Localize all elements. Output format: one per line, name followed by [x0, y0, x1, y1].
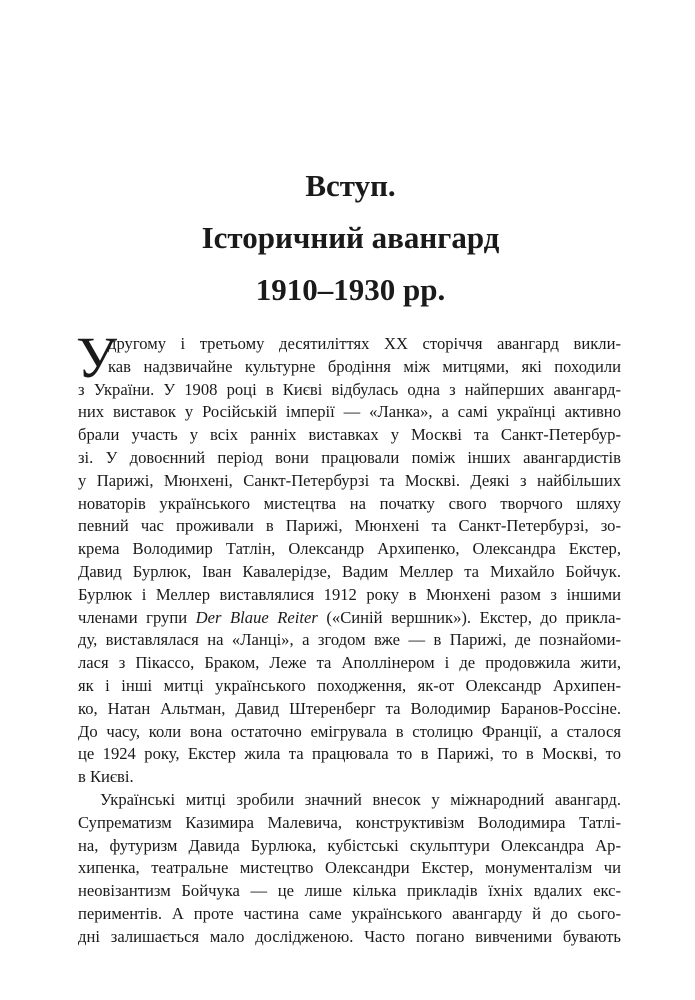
text-line: зі. У довоєнний період вони працювали поміж інших авангардистів [78, 447, 621, 467]
text-line: ду, виставлялася на «Ланці», а згодом вже — в Парижі, де познайоми- [78, 630, 621, 650]
chapter-title-line: 1910–1930 рр. [255, 272, 446, 307]
text-line: в Києві. [78, 767, 134, 787]
text-line: на, футуризм Давида Бурлюка, кубістські скульптури Олександра Ар- [78, 835, 621, 855]
text-line: крема Володимир Татлін, Олександр Архипенко, Олександра Екстер, [78, 539, 621, 559]
text-line: хипенка, театральне мистецтво Олександри Екстер, монументалізм чи [78, 858, 621, 878]
chapter-title [0, 160, 695, 316]
text-line: кав надзвичайне культурне бродіння між митцями, які походили [108, 356, 621, 376]
text-line: у Парижі, Мюнхені, Санкт-Петербурзі та Москві. Деякі з найбільших [78, 470, 621, 490]
text-line: з України. У 1908 році в Києві відбулась одна з найперших авангард- [78, 379, 621, 399]
text-line: як і інші митці українського походження, як-от Олександр Архипен- [78, 675, 621, 695]
chapter-title-line: Вступ. [305, 168, 396, 203]
text-line: Супрематизм Казимира Малевича, конструктивізм Володимира Татлі- [78, 812, 621, 832]
text-line: другому і третьому десятиліттях XX сторіччя авангард викли- [108, 334, 621, 353]
body-text [76, 325, 621, 949]
text-line: До часу, коли вона остаточно емігрувала в столицю Франції, а сталося [78, 721, 621, 741]
text-line: неовізантизм Бойчука — це лише кілька прикладів їхніх вдалих екс- [78, 881, 621, 901]
drop-cap: У [76, 325, 118, 390]
chapter-title-line: Історичний авангард [201, 220, 500, 255]
text-line: брали участь у всіх ранніх виставках у Москві та Санкт-Петербур- [78, 425, 621, 445]
text-line: лася з Пікассо, Браком, Леже та Аполлінером і де продовжила жити, [78, 653, 621, 673]
text-line: периментів. А проте частина саме українського авангарду й до сього- [78, 903, 621, 923]
text-line: них виставок у Російській імперії — «Ланка», а самі українці активно [78, 402, 621, 422]
text-line: новаторів українського мистецтва на початку свого творчого шляху [78, 493, 621, 513]
text-line: ко, Натан Альтман, Давид Штеренберг та Володимир Баранов-Россіне. [78, 698, 621, 718]
text-line: певний час проживали в Парижі, Мюнхені та Санкт-Петербурзі, зо- [78, 516, 621, 536]
text-line: це 1924 року, Екстер жила та працювала то в Парижі, то в Москві, то [78, 744, 621, 764]
italic-group-name: Der Blaue Reiter [195, 607, 318, 627]
text-segment: («Синій вершник»). Екстер, до прикла- [317, 607, 621, 627]
text-line: Бурлюк і Меллер виставлялися 1912 року в Мюнхені разом з іншими [78, 584, 621, 604]
text-line: Українські митці зробили значний внесок у міжнародний авангард. [100, 789, 621, 809]
text-segment: членами групи [78, 607, 196, 627]
text-line [78, 607, 621, 630]
text-line: Давид Бурлюк, Іван Кавалерідзе, Вадим Меллер та Михайло Бойчук. [78, 561, 621, 581]
text-line: дні залишається мало дослідженою. Часто погано вивченими бувають [78, 926, 621, 946]
